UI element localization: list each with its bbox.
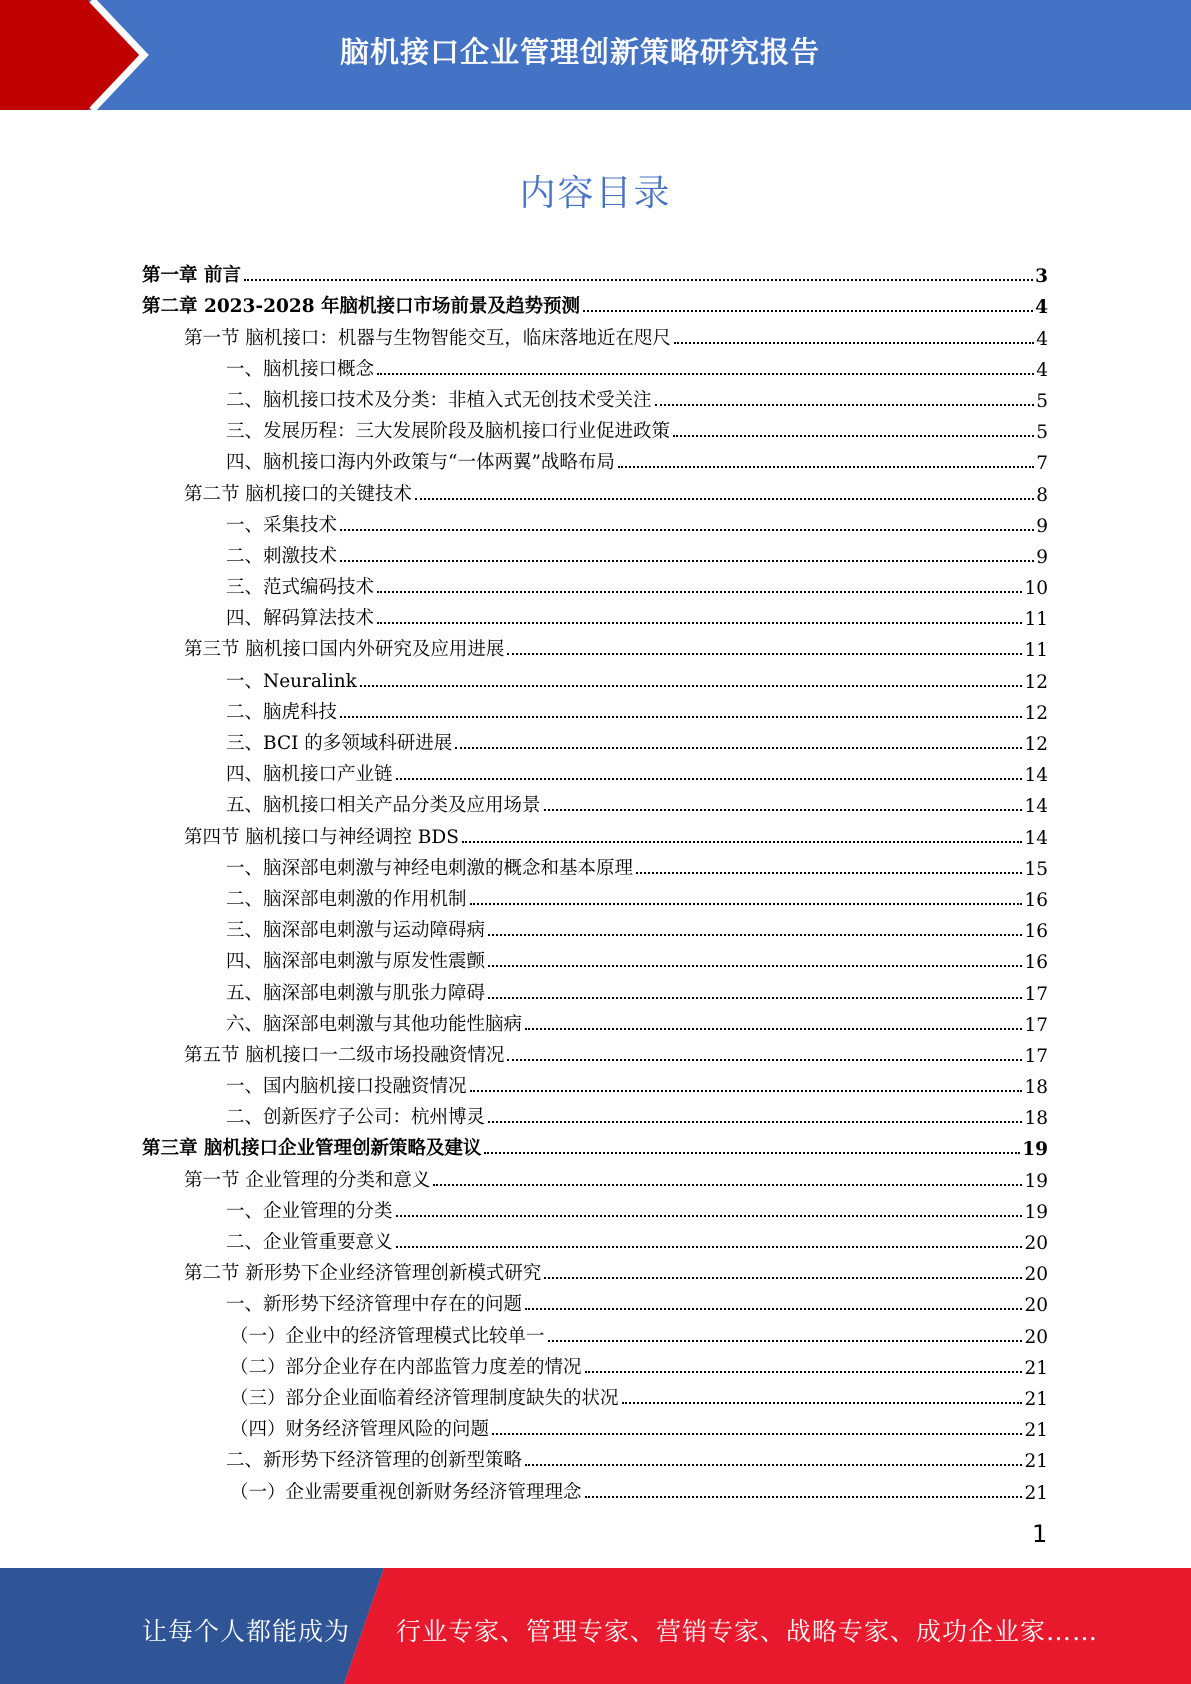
toc-entry-page: 4 <box>1036 328 1048 350</box>
toc-entry-page: 20 <box>1024 1264 1048 1286</box>
toc-dot-leader <box>396 775 1023 780</box>
toc-entry-page: 16 <box>1024 889 1048 911</box>
toc-entry[interactable] <box>142 1316 1048 1347</box>
page-number: 1 <box>1032 1520 1048 1548</box>
toc-entry[interactable] <box>142 1254 1048 1285</box>
toc-entry[interactable] <box>142 1067 1048 1098</box>
toc-entry-text: 三、范式编码技术 <box>226 577 375 599</box>
toc-entry[interactable] <box>142 1098 1048 1129</box>
toc-dot-leader <box>470 900 1023 905</box>
toc-entry-page: 7 <box>1036 453 1048 475</box>
toc-entry-page: 21 <box>1024 1388 1048 1410</box>
toc-dot-leader <box>470 1087 1023 1092</box>
toc-entry-text: 第三章 脑机接口企业管理创新策略及建议 <box>142 1138 482 1160</box>
toc-entry-page: 18 <box>1024 1108 1048 1130</box>
toc-entry[interactable] <box>142 786 1048 817</box>
toc-entry[interactable] <box>142 1192 1048 1223</box>
toc-entry-page: 20 <box>1024 1295 1048 1317</box>
header-banner <box>0 0 1191 110</box>
report-title: 脑机接口企业管理创新策略研究报告 <box>340 35 821 69</box>
toc-entry-page: 14 <box>1024 827 1048 849</box>
toc-entry[interactable] <box>142 1005 1048 1036</box>
toc-entry-page: 5 <box>1036 422 1048 444</box>
toc-entry[interactable] <box>142 256 1048 287</box>
toc-entry[interactable] <box>142 443 1048 474</box>
toc-dot-leader <box>360 682 1023 687</box>
toc-dot-leader <box>488 931 1022 936</box>
toc-heading: 内容目录 <box>519 173 672 214</box>
toc-entry-text: 第一节 企业管理的分类和意义 <box>184 1169 431 1191</box>
toc-dot-leader <box>484 1149 1020 1154</box>
toc-entry[interactable] <box>142 381 1048 412</box>
toc-entry-page: 8 <box>1036 484 1048 506</box>
toc-entry-page: 20 <box>1024 1326 1048 1348</box>
toc-dot-leader <box>585 1368 1023 1373</box>
toc-dot-leader <box>583 307 1033 312</box>
toc-entry[interactable] <box>142 1410 1048 1441</box>
toc-entry[interactable] <box>142 1441 1048 1472</box>
toc-entry[interactable] <box>142 1472 1048 1503</box>
toc-entry-page: 21 <box>1024 1357 1048 1379</box>
toc-dot-leader <box>525 1461 1022 1466</box>
toc-entry-text: 第二章 2023-2028 年脑机接口市场前景及趋势预测 <box>142 296 581 318</box>
toc-entry[interactable] <box>142 1223 1048 1254</box>
toc-entry-text: 第一章 前言 <box>142 265 241 287</box>
toc-entry-page: 21 <box>1024 1451 1048 1473</box>
toc-entry[interactable] <box>142 568 1048 599</box>
toc-entry-text: （二）部分企业存在内部监管力度差的情况 <box>230 1356 582 1378</box>
toc-dot-leader <box>525 1305 1022 1310</box>
toc-entry-text: 第三节 脑机接口国内外研究及应用进展 <box>184 639 505 661</box>
toc-entry-text: 第四节 脑机接口与神经调控 BDS <box>184 826 459 848</box>
toc-entry-text: 一、脑机接口概念 <box>226 358 375 380</box>
toc-entry-text: 六、脑深部电刺激与其他功能性脑病 <box>226 1013 523 1035</box>
toc-entry-page: 17 <box>1024 1045 1048 1067</box>
toc-entry-text: 一、采集技术 <box>226 514 338 536</box>
toc-entry-text: 第五节 脑机接口一二级市场投融资情况 <box>184 1044 505 1066</box>
toc-entry[interactable] <box>142 817 1048 848</box>
toc-entry-page: 12 <box>1024 702 1048 724</box>
toc-entry-text: 二、脑虎科技 <box>226 701 338 723</box>
toc-entry[interactable] <box>142 350 1048 381</box>
toc-entry[interactable] <box>142 1129 1048 1160</box>
toc-entry[interactable] <box>142 1036 1048 1067</box>
toc-dot-leader <box>488 962 1022 967</box>
footer-slogan-right: 行业专家、管理专家、营销专家、战略专家、成功企业家…… <box>396 1617 1099 1646</box>
header-arrow-decoration <box>0 0 200 110</box>
toc-entry-page: 21 <box>1024 1482 1048 1504</box>
toc-dot-leader <box>377 588 1022 593</box>
toc-entry[interactable] <box>142 1379 1048 1410</box>
toc-entry-text: 一、企业管理的分类 <box>226 1200 393 1222</box>
toc-entry-text: 二、企业管重要意义 <box>226 1232 393 1253</box>
toc-entry-text: 四、脑机接口产业链 <box>226 764 393 786</box>
toc-dot-leader <box>673 432 1034 437</box>
toc-entry-text: 三、发展历程：三大发展阶段及脑机接口行业促进政策 <box>226 421 671 443</box>
toc-entry-text: （四）财务经济管理风险的问题 <box>230 1419 490 1441</box>
toc-entry-text: 二、刺激技术 <box>226 545 338 567</box>
toc-entry[interactable] <box>142 724 1048 755</box>
toc-entry-text: 四、解码算法技术 <box>226 608 375 630</box>
toc-entry-page: 14 <box>1024 765 1048 787</box>
toc-entry-page: 19 <box>1022 1139 1048 1161</box>
toc-dot-leader <box>462 838 1023 843</box>
toc-dot-leader <box>507 1056 1022 1061</box>
toc-entry-text: 四、脑深部电刺激与原发性震颤 <box>226 951 486 973</box>
toc-entry-page: 4 <box>1036 359 1048 381</box>
toc-entry-page: 16 <box>1024 952 1048 974</box>
toc-entry[interactable] <box>142 506 1048 537</box>
toc-dot-leader <box>340 526 1034 531</box>
toc-dot-leader <box>492 1430 1022 1435</box>
toc-entry-text: 五、脑机接口相关产品分类及应用场景 <box>226 795 541 817</box>
toc-dot-leader <box>507 650 1022 655</box>
toc-entry-text: 三、脑深部电刺激与运动障碍病 <box>226 920 486 942</box>
toc-entry[interactable] <box>142 880 1048 911</box>
toc-entry-text: 第一节 脑机接口：机器与生物智能交互，临床落地近在咫尺 <box>184 327 671 349</box>
toc-entry-text: （一）企业中的经济管理模式比较单一 <box>230 1325 545 1347</box>
toc-entry-page: 17 <box>1024 1014 1048 1036</box>
toc-dot-leader <box>674 339 1034 344</box>
toc-entry-text: 二、新形势下经济管理的创新型策略 <box>226 1450 523 1472</box>
toc-dot-leader <box>525 1025 1022 1030</box>
toc-dot-leader <box>548 1337 1023 1342</box>
toc-entry-page: 3 <box>1035 266 1048 288</box>
toc-dot-leader <box>585 1493 1023 1498</box>
toc-entry-text: 五、脑深部电刺激与肌张力障碍 <box>226 982 486 1004</box>
toc-entry[interactable] <box>142 599 1048 630</box>
toc-entry-page: 19 <box>1024 1170 1048 1192</box>
toc-dot-leader <box>433 1181 1022 1186</box>
toc-entry-text: （一）企业需要重视创新财务经济管理理念 <box>230 1481 582 1503</box>
toc-entry-page: 10 <box>1024 578 1048 600</box>
toc-entry-text: （三）部分企业面临着经济管理制度缺失的状况 <box>230 1387 619 1409</box>
toc-dot-leader <box>396 1243 1023 1248</box>
toc-entry[interactable] <box>142 537 1048 568</box>
toc-entry[interactable] <box>142 755 1048 786</box>
toc-dot-leader <box>544 806 1023 811</box>
toc-entry-page: 17 <box>1024 983 1048 1005</box>
toc-entry-page: 11 <box>1024 609 1048 631</box>
toc-entry-page: 16 <box>1024 921 1048 943</box>
toc-entry[interactable] <box>142 942 1048 973</box>
toc-dot-leader <box>488 1118 1022 1123</box>
toc-entry[interactable] <box>142 318 1048 349</box>
toc-entry-text: 一、新形势下经济管理中存在的问题 <box>226 1294 523 1316</box>
toc-entry-text: 二、创新医疗子公司：杭州博灵 <box>226 1107 486 1129</box>
toc-entry-page: 14 <box>1024 796 1048 818</box>
toc-dot-leader <box>488 994 1022 999</box>
table-of-contents <box>142 256 1048 1504</box>
toc-dot-leader <box>244 276 1033 281</box>
toc-entry[interactable] <box>142 661 1048 692</box>
toc-dot-leader <box>340 557 1034 562</box>
toc-dot-leader <box>415 495 1034 500</box>
toc-entry[interactable] <box>142 1285 1048 1316</box>
toc-entry[interactable] <box>142 412 1048 443</box>
toc-entry-page: 12 <box>1024 734 1048 755</box>
toc-entry-page: 18 <box>1024 1077 1048 1099</box>
toc-entry[interactable] <box>142 1160 1048 1191</box>
footer-slogan-left: 让每个人都能成为 <box>142 1617 351 1646</box>
toc-entry-text: 一、国内脑机接口投融资情况 <box>226 1076 467 1098</box>
toc-entry-text: 二、脑深部电刺激的作用机制 <box>226 888 467 910</box>
toc-entry-page: 11 <box>1024 640 1048 662</box>
toc-dot-leader <box>622 1399 1023 1404</box>
toc-entry-text: 一、脑深部电刺激与神经电刺激的概念和基本原理 <box>226 857 634 879</box>
toc-entry[interactable] <box>142 287 1048 318</box>
toc-entry-page: 15 <box>1024 858 1048 880</box>
toc-entry[interactable] <box>142 849 1048 880</box>
toc-dot-leader <box>396 1212 1023 1217</box>
toc-entry-text: 一、Neuralink <box>226 670 357 692</box>
toc-entry-page: 19 <box>1024 1201 1048 1223</box>
toc-dot-leader <box>377 619 1022 624</box>
toc-dot-leader <box>636 869 1022 874</box>
toc-entry-page: 20 <box>1024 1233 1048 1254</box>
toc-entry[interactable] <box>142 693 1048 724</box>
toc-dot-leader <box>377 370 1034 375</box>
toc-entry-text: 第二节 新形势下企业经济管理创新模式研究 <box>184 1263 542 1285</box>
toc-entry-page: 4 <box>1035 297 1048 319</box>
toc-entry-text: 二、脑机接口技术及分类：非植入式无创技术受关注 <box>226 389 652 411</box>
toc-entry-page: 12 <box>1024 671 1048 693</box>
toc-entry[interactable] <box>142 1348 1048 1379</box>
toc-entry[interactable] <box>142 911 1048 942</box>
toc-dot-leader <box>455 744 1022 749</box>
footer-banner <box>0 1568 1191 1684</box>
toc-dot-leader <box>655 401 1035 406</box>
toc-entry[interactable] <box>142 973 1048 1004</box>
toc-entry[interactable] <box>142 630 1048 661</box>
toc-entry-page: 21 <box>1024 1420 1048 1442</box>
toc-entry-page: 9 <box>1036 515 1048 537</box>
toc-entry-page: 5 <box>1036 390 1048 412</box>
toc-entry-text: 第二节 脑机接口的关键技术 <box>184 483 412 505</box>
toc-dot-leader <box>340 713 1022 718</box>
toc-entry-text: 三、BCI 的多领域科研进展 <box>226 733 453 754</box>
toc-dot-leader <box>544 1274 1022 1279</box>
toc-entry-text: 四、脑机接口海内外政策与“一体两翼”战略布局 <box>226 452 615 474</box>
toc-entry[interactable] <box>142 474 1048 505</box>
toc-dot-leader <box>618 463 1034 468</box>
toc-entry-page: 9 <box>1036 546 1048 568</box>
